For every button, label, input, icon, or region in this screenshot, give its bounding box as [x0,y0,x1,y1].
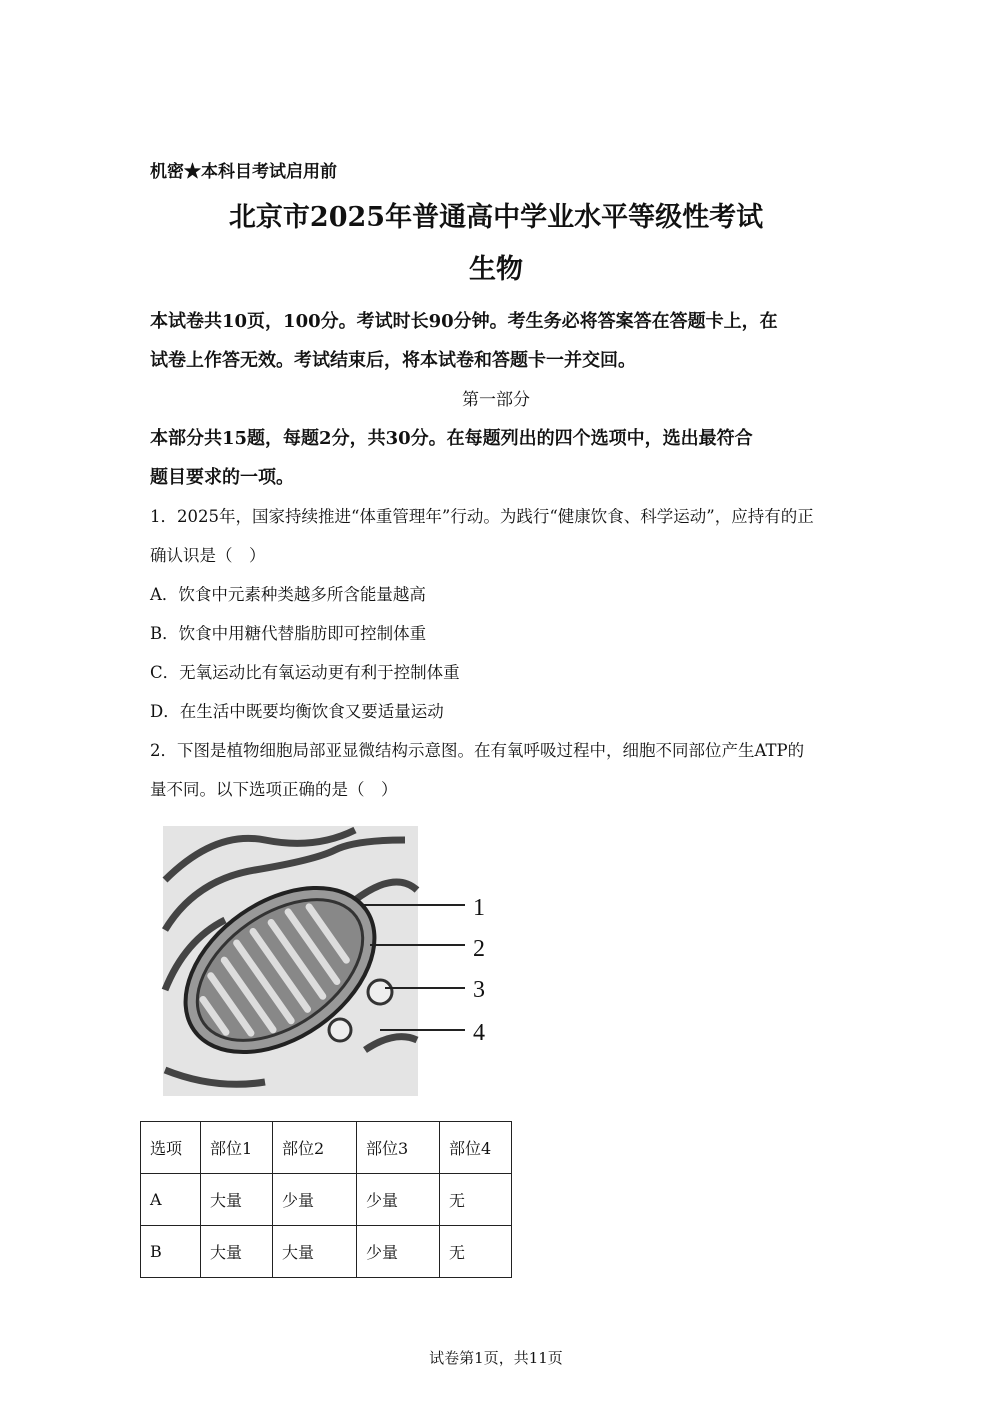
figure-label: 3 [473,977,485,1003]
table-cell: A [141,1174,201,1226]
q2-table [140,1121,512,1278]
q1-stem: 确认识是（ ） [150,546,266,565]
instructions-line: 试卷上作答无效。考试结束后，将本试卷和答题卡一并交回。 [150,350,636,371]
table-cell: B [141,1226,201,1278]
q2-stem: 2．下图是植物细胞局部亚显微结构示意图。在有氧呼吸过程中，细胞不同部位产生ATP的 [150,741,805,760]
table-cell: 少量 [357,1226,440,1278]
table-header: 部位2 [273,1122,357,1174]
q1-stem: 1．2025年，国家持续推进“体重管理年”行动。为践行“健康饮食、科学运动”，应持有的正 [150,507,814,526]
q1-option-c: C．无氧运动比有氧运动更有利于控制体重 [150,663,460,682]
part-desc-line: 题目要求的一项。 [150,467,294,488]
table-header: 选项 [141,1122,201,1174]
table-row [141,1174,512,1226]
q1-option-b: B．饮食中用糖代替脂肪即可控制体重 [150,624,427,643]
q2-stem: 量不同。以下选项正确的是（ ） [150,780,398,799]
figure-label: 4 [473,1020,485,1046]
table-cell: 大量 [273,1226,357,1278]
instructions-line: 本试卷共10页，100分。考试时长90分钟。考生务必将答案答在答题卡上，在 [150,311,778,332]
page-footer: 试卷第1页，共11页 [429,1349,563,1367]
table-cell: 无 [440,1226,512,1278]
subject-title: 生物 [469,254,523,285]
table-header: 部位1 [201,1122,273,1174]
figure-label: 1 [473,895,485,921]
part-title: 第一部分 [462,390,530,410]
figure-label: 2 [473,936,485,962]
part-desc-line: 本部分共15题，每题2分，共30分。在每题列出的四个选项中，选出最符合 [150,428,753,449]
table-cell: 少量 [357,1174,440,1226]
vesicle [368,980,392,1004]
table-header: 部位3 [357,1122,440,1174]
q1-option-d: D．在生活中既要均衡饮食又要适量运动 [150,702,444,721]
table-header: 部位4 [440,1122,512,1174]
table-cell: 大量 [201,1226,273,1278]
vesicle [329,1019,351,1041]
mitochondrion-diagram [155,820,495,1100]
q1-option-a: A．饮食中元素种类越多所含能量越高 [150,585,426,604]
page-title: 北京市2025年普通高中学业水平等级性考试 [228,202,764,233]
table-row [141,1226,512,1278]
confidential-label: 机密★本科目考试启用前 [150,162,337,182]
table-cell: 少量 [273,1174,357,1226]
table-header-row [141,1122,512,1174]
table-cell: 大量 [201,1174,273,1226]
table-cell: 无 [440,1174,512,1226]
